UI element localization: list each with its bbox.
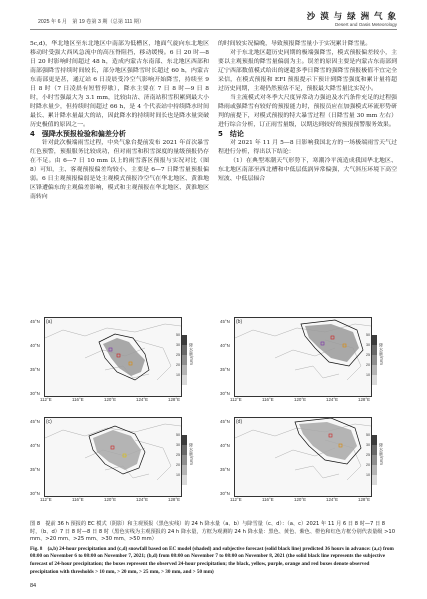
- lat-tick-label: 40°N: [220, 343, 230, 348]
- map-panel-a: [30, 313, 198, 405]
- left-column: [30, 40, 209, 202]
- panel-label: (c): [46, 419, 52, 425]
- lon-tick-label: 120°E: [104, 397, 117, 402]
- lon-tick-label: 112°E: [40, 497, 52, 502]
- colorbar: [182, 335, 187, 385]
- colorbar-tick-label: 30: [366, 443, 370, 447]
- lon-tick-label: 128°E: [358, 397, 371, 402]
- colorbar: [182, 435, 187, 485]
- lon-tick-label: 112°E: [230, 397, 242, 402]
- map-drawing: [45, 418, 181, 496]
- map-frame: [44, 417, 182, 497]
- lat-tick-label: 30°N: [30, 391, 40, 396]
- lat-tick-label: 35°N: [30, 367, 40, 372]
- colorbar-tick-label: 10: [176, 473, 180, 477]
- colorbar-swatch: [182, 445, 187, 455]
- journal-title-cn: 沙 漠 与 绿 洲 气 象: [306, 12, 397, 22]
- lat-tick-label: 35°N: [220, 467, 230, 472]
- colorbar-swatch: [372, 435, 377, 445]
- snowfall-shade: [93, 430, 141, 470]
- colorbar-tick-label: 50: [366, 333, 370, 337]
- colorbar: [372, 435, 377, 485]
- lon-tick-label: 116°E: [72, 497, 84, 502]
- map-panel-b: [220, 313, 388, 405]
- lon-tick-label: 112°E: [40, 397, 52, 402]
- colorbar-swatch: [372, 475, 377, 485]
- right-paragraph-4: 对 2021 年 11 月 5—8 日影响我国北方的一场极端雨雪天气过程进行分析，得出以下结论：: [218, 140, 397, 155]
- colorbar-tick-label: 25: [176, 353, 180, 357]
- lon-tick-label: 128°E: [168, 497, 181, 502]
- panel-label: (a): [46, 319, 53, 325]
- issue-line: 2025 年 6 月 第 19 卷第 3 期（总第 111 期）: [38, 19, 145, 25]
- lon-tick-label: 116°E: [72, 397, 84, 402]
- lon-tick-label: 120°E: [104, 497, 117, 502]
- right-paragraph-2: 对于东北地区超历史同期的极端强降雪，模式预报偏差较小，主要以主观预报的降雪量偏弱为主。误差的原因主要是内蒙古东南部到辽宁西部数值模式给出的逐超多季日降雪的强降雪预报极值不宜完全采信，在模式预报和 EFI 预报提示下预计到降雪强度和累计量将超过历史同期，主观仍然预估不足，预报最大降雪量比实况小。: [218, 50, 397, 92]
- colorbar-title: 降水量/mm: [189, 343, 194, 366]
- colorbar-tick-label: 20: [366, 463, 370, 467]
- colorbar-tick-label: 10: [176, 373, 180, 377]
- colorbar-tick-label: 20: [366, 363, 370, 367]
- colorbar-tick-label: 10: [366, 473, 370, 477]
- header-rule: [30, 29, 397, 30]
- colorbar-swatch: [372, 445, 377, 455]
- caption-en: Fig. 8 (a,b) 24-hour precipitation and (c,d) snowfall based on EC model (shaded) and subjective forecast (solid black line) predicted 36 hours in advance: (a,c) from 08:00 on November 6 to 08:00 on November 7, 2021; (b,d) from 08:00 on November 7 to 08:00 on November 8, 2021 (the solid black line represents the subjective forecast of 24-hour precipitation; the boxes represent the observed 24-hour precipitation; the black, yellow, purple, orange and red boxes denote observed precipitation with thresholds > 10 mm, > 20 mm, > 25 mm, > 30 mm, and > 50 mm): [30, 545, 394, 575]
- snowfall-shade: [299, 422, 357, 460]
- map-frame: [234, 317, 372, 397]
- map-drawing: [45, 318, 181, 396]
- lat-tick-label: 40°N: [30, 443, 40, 448]
- colorbar-swatch: [182, 455, 187, 465]
- colorbar-tick-label: 50: [176, 333, 180, 337]
- figure-8-caption: [30, 521, 397, 576]
- lat-tick-label: 30°N: [220, 391, 230, 396]
- lon-tick-label: 116°E: [262, 497, 274, 502]
- lat-tick-label: 35°N: [220, 367, 230, 372]
- colorbar-swatch: [372, 465, 377, 475]
- right-paragraph-3: 当主流模式对冬季大尺度异常动力强迫及水汽条件充足的过程强降雨或强降雪有较好的预报能力时，预报员应在加强模式环流形势研判的前提下，对模式预报的特大暴雪过程（日降雪量 30 mm 左右）进行综合分析，订正雨雪量级，以期达到较好的预报预警服务效果。: [218, 95, 397, 128]
- lat-tick-label: 30°N: [220, 491, 230, 496]
- colorbar-swatch: [182, 375, 187, 385]
- colorbar-tick-label: 25: [176, 453, 180, 457]
- lon-tick-label: 124°E: [326, 497, 339, 502]
- colorbar-swatch: [182, 345, 187, 355]
- lat-tick-label: 40°N: [220, 443, 230, 448]
- lat-tick-label: 30°N: [30, 491, 40, 496]
- colorbar-swatch: [372, 355, 377, 365]
- colorbar-tick-label: 25: [366, 453, 370, 457]
- lon-tick-label: 120°E: [294, 497, 307, 502]
- colorbar-swatch: [372, 345, 377, 355]
- colorbar-tick-label: 50: [176, 433, 180, 437]
- figure-8-maps: [30, 313, 400, 515]
- right-column: [218, 40, 397, 184]
- lon-tick-label: 128°E: [168, 397, 181, 402]
- journal-title-block: [307, 10, 397, 27]
- left-paragraph-2: 针对此次极端雨雪过程，中央气象台提前发布 2021 年首次暴雪红色预警，预报服务比较成功，但对雨雪和积雪深度的量级预报仍存在不足。由 6—7 日 10 mm 以上的雨雪落区预报与实况对比（图 8）可知，主、客观预报偏差均较小，主要是 6—7 日降雪量预报偏弱。6 日主观预报偏弱是处主观模式预报冷空气在华北地区、黄淮地区锋遭偏东的主观偏差影响，模式和主观预报在华北地区、黄淮地区南转向: [30, 140, 209, 200]
- colorbar-swatch: [372, 365, 377, 375]
- lat-tick-label: 45°N: [30, 319, 40, 324]
- colorbar: [372, 335, 377, 385]
- colorbar-tick-label: 30: [176, 443, 180, 447]
- page-header: [0, 0, 427, 38]
- colorbar-tick-label: 30: [176, 343, 180, 347]
- colorbar-swatch: [372, 455, 377, 465]
- lat-tick-label: 45°N: [220, 319, 230, 324]
- right-paragraph-1: 的时间较实况偏晚，导致预报降雪量小于实况累计降雪量。: [218, 41, 372, 47]
- lat-tick-label: 35°N: [30, 467, 40, 472]
- lon-tick-label: 124°E: [326, 397, 339, 402]
- panel-label: (b): [236, 319, 243, 325]
- map-panel-d: [220, 413, 388, 505]
- colorbar-tick-label: 20: [176, 363, 180, 367]
- colorbar-swatch: [182, 465, 187, 475]
- section-5-title: 5 结论: [218, 130, 244, 138]
- colorbar-swatch: [182, 365, 187, 375]
- map-frame: [44, 317, 182, 397]
- colorbar-swatch: [182, 335, 187, 345]
- lon-tick-label: 124°E: [136, 397, 149, 402]
- colorbar-tick-label: 10: [366, 373, 370, 377]
- colorbar-swatch: [182, 355, 187, 365]
- journal-title-en: Desert and Oasis Meteorology: [334, 22, 397, 27]
- colorbar-swatch: [182, 475, 187, 485]
- lon-tick-label: 128°E: [358, 497, 371, 502]
- colorbar-title: 降水量/mm: [189, 443, 194, 466]
- page-number: 84: [30, 583, 37, 589]
- colorbar-tick-label: 30: [366, 343, 370, 347]
- colorbar-title: 降水量/mm: [379, 443, 384, 466]
- colorbar-tick-label: 20: [176, 463, 180, 467]
- colorbar-swatch: [372, 335, 377, 345]
- colorbar-swatch: [182, 435, 187, 445]
- right-paragraph-5: （1）在典型寒潮天气形势下，寒潮冷平流造成我国华北地区、东北地区南部至西北槽和中低层低涡异常偏强，大气斜压环境下高空短波、中低层辐合: [218, 158, 397, 182]
- lon-tick-label: 120°E: [294, 397, 307, 402]
- map-panel-c: [30, 413, 198, 505]
- lat-tick-label: 45°N: [220, 419, 230, 424]
- colorbar-swatch: [372, 375, 377, 385]
- lon-tick-label: 116°E: [262, 397, 274, 402]
- lon-tick-label: 124°E: [136, 497, 149, 502]
- section-4-title: 4 强降水预报检验和偏差分析: [30, 130, 126, 138]
- lon-tick-label: 112°E: [230, 497, 242, 502]
- map-drawing: [235, 418, 371, 496]
- precip-shade: [103, 338, 145, 376]
- panel-label: (d): [236, 419, 243, 425]
- lat-tick-label: 40°N: [30, 343, 40, 348]
- colorbar-tick-label: 25: [366, 353, 370, 357]
- map-drawing: [235, 318, 371, 396]
- colorbar-tick-label: 50: [366, 433, 370, 437]
- map-frame: [234, 417, 372, 497]
- caption-cn: 图 8 提前 36 h 预报的 EC 模式（阴影）和主观预报（黑色实线）的 24 h 降水量（a、b）与降雪量（c、d）：（a、c）2021 年 11 月 6 日 8 时—7 日 8 时，（b、d）7 日 8 时—8 日 8 时（黑色实线为主观预报的 24 h 降水量，方框为观测的 24 h 降水量：黑色、黄色、紫色、橙色和红色方框分别代表量级 >10 mm、>20 mm、>25 mm、>30 mm、>50 mm）: [30, 521, 396, 543]
- precip-shade: [305, 324, 359, 362]
- lat-tick-label: 45°N: [30, 419, 40, 424]
- left-paragraph-1: 5c,d)，华北地区至东北地区中南部为低槽区，地面气旋向东北地区移动时受强大西风急流中的高压脊阻挡，移动缓慢。6 日 20 时—8 日 20 时影响时间超过 48 h，造成内蒙古东南部、东北地区西部和南部强降雪持续时间较长，部分地区强降雪时长超过 60 h，内蒙古东南部更是甚，通辽站 6 日凌晨受冷空气影响开始降雪，持续至 9 日 8 时（7 日凌晨有短暂停歇），降水主要在 7 日 8 时—9 日 8 时，小时雪强最大为 3.1 mm，比较由沽、济南站积雪积累到最大小时降水量少，但持续时间超过 66 h，是 4 个代表站中持续降水时间最长、累计降水量最大的站，因此降水的持续时间长也是降水量突破历史极值的原因之一。: [30, 41, 209, 128]
- colorbar-title: 降水量/mm: [379, 343, 384, 366]
